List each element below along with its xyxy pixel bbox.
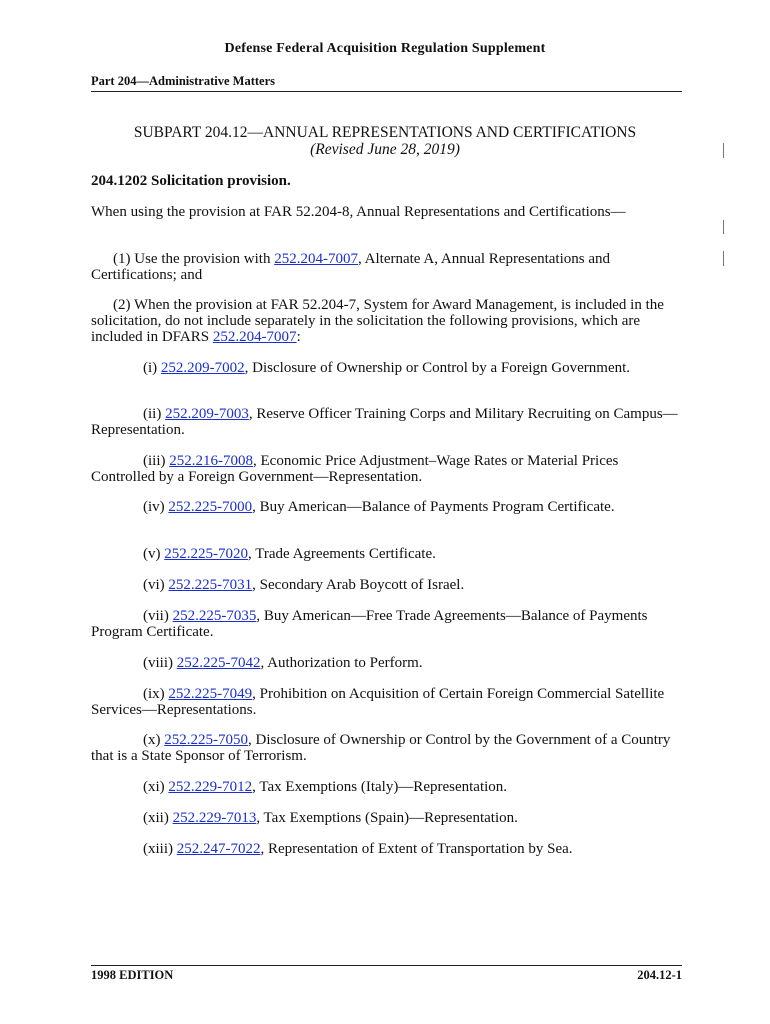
link-252-229-7013[interactable]: 252.229-7013 (172, 810, 257, 826)
subitem-text: , Prohibition on Acquisition of Certain Foreign Commercial Satellite Services—Representations. (91, 686, 665, 718)
link-252-204-7007[interactable]: 252.204-7007 (274, 251, 358, 267)
link-252-225-7035[interactable]: 252.225-7035 (172, 608, 257, 624)
subitem-xii (91, 810, 682, 826)
link-252-209-7003[interactable]: 252.209-7003 (165, 406, 249, 422)
subitem-number: (vii) (143, 608, 173, 624)
subitem-vii (91, 608, 682, 640)
link-252-225-7020[interactable]: 252.225-7020 (164, 546, 248, 562)
paragraph-2-suffix: : (296, 329, 301, 345)
intro-paragraph: When using the provision at FAR 52.204-8, Annual Representations and Certifications— (91, 204, 626, 220)
change-bar (723, 220, 724, 234)
paragraph-2 (91, 297, 682, 345)
section-heading: 204.1202 Solicitation provision. (91, 173, 291, 189)
link-252-209-7002[interactable]: 252.209-7002 (160, 360, 245, 376)
subitem-i (91, 360, 682, 376)
subitem-v (91, 546, 682, 562)
subitem-text: , Tax Exemptions (Spain)—Representation. (256, 810, 518, 826)
subitem-iii (91, 453, 682, 485)
subitem-text: , Tax Exemptions (Italy)—Representation. (252, 779, 508, 795)
link-252-225-7031[interactable]: 252.225-7031 (168, 577, 253, 593)
subitem-text: , Buy American—Balance of Payments Program Certificate. (252, 499, 615, 515)
subitem-viii (91, 655, 682, 671)
paragraph-1-suffix: , Alternate A, Annual Representations and Certifications; and (91, 251, 611, 283)
subitem-vi (91, 577, 682, 593)
subitem-xi (91, 779, 682, 795)
subitem-text: , Reserve Officer Training Corps and Military Recruiting on Campus—Representation. (91, 406, 678, 438)
link-252-216-7008[interactable]: 252.216-7008 (169, 453, 253, 469)
subitem-ii (91, 406, 682, 438)
subitem-number: (viii) (143, 655, 177, 671)
subitem-number: (xiii) (143, 841, 177, 857)
paragraph-1-prefix: (1) Use the provision with (113, 251, 275, 267)
footer-rule (91, 965, 682, 966)
running-header-title: Defense Federal Acquisition Regulation Supplement (224, 41, 546, 56)
link-252-247-7022[interactable]: 252.247-7022 (176, 841, 261, 857)
footer-page-number: 204.12-1 (637, 968, 682, 982)
subitem-number: (xi) (143, 779, 169, 795)
link-252-225-7049[interactable]: 252.225-7049 (168, 686, 253, 702)
paragraph-1 (91, 251, 682, 283)
revision-date: (Revised June 28, 2019) (310, 141, 460, 158)
subitem-text: , Secondary Arab Boycott of Israel. (252, 577, 465, 593)
subitem-number: (vi) (143, 577, 169, 593)
subitem-iv (91, 499, 682, 515)
subitem-text: , Economic Price Adjustment–Wage Rates or Material Prices Controlled by a Foreign Government—Representation. (91, 453, 619, 485)
subitem-ix (91, 686, 682, 718)
link-252-229-7012[interactable]: 252.229-7012 (168, 779, 253, 795)
subitem-x (91, 732, 682, 764)
subitem-number: (ix) (143, 686, 169, 702)
link-252-204-7007-dfars[interactable]: 252.204-7007 (212, 329, 297, 345)
subitem-text: , Disclosure of Ownership or Control by the Government of a Country that is a State Sponsor of Terrorism. (91, 732, 671, 764)
link-252-225-7050[interactable]: 252.225-7050 (164, 732, 248, 748)
subpart-heading (0, 124, 770, 158)
running-header-part: Part 204—Administrative Matters (91, 74, 275, 88)
footer-edition: 1998 EDITION (91, 968, 174, 982)
subitem-number: (v) (143, 546, 165, 562)
subitem-number: (i) (143, 360, 161, 376)
paragraph-2-prefix: (2) When the provision at FAR 52.204-7, System for Award Management, is included in the solicitation, do not include separately in the solicitation the following provisions, which are included in DFARS (91, 297, 664, 345)
subitem-number: (x) (143, 732, 165, 748)
subpart-title: SUBPART 204.12—ANNUAL REPRESENTATIONS AND CERTIFICATIONS (133, 124, 637, 141)
subitem-text: , Buy American—Free Trade Agreements—Balance of Payments Program Certificate. (91, 608, 648, 640)
subitem-number: (ii) (143, 406, 166, 422)
link-252-225-7000[interactable]: 252.225-7000 (168, 499, 253, 515)
subitem-text: , Representation of Extent of Transportation by Sea. (260, 841, 573, 857)
subitem-text: , Disclosure of Ownership or Control by a Foreign Government. (244, 360, 631, 376)
subitem-text: , Trade Agreements Certificate. (248, 546, 436, 562)
change-bar (723, 143, 724, 158)
subitem-number: (xii) (143, 810, 173, 826)
subitem-text: , Authorization to Perform. (260, 655, 423, 671)
header-rule (91, 91, 682, 92)
change-bar (723, 251, 724, 266)
link-252-225-7042[interactable]: 252.225-7042 (176, 655, 261, 671)
subitem-number: (iv) (143, 499, 169, 515)
subitem-xiii (91, 841, 682, 857)
subitem-number: (iii) (143, 453, 170, 469)
